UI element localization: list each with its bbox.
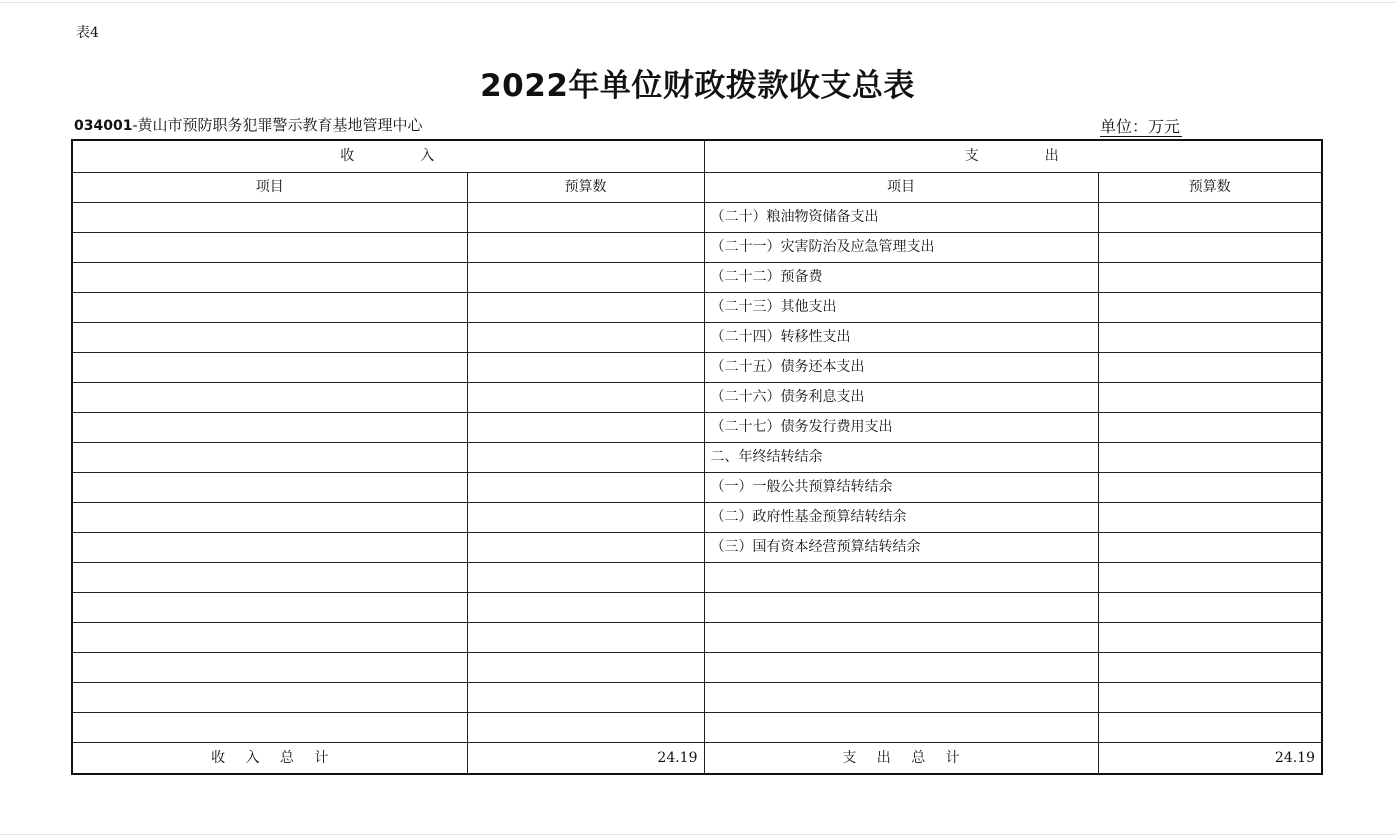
expense-total-amount: 24.19: [1098, 742, 1322, 774]
expense-item-cell: [704, 622, 1098, 652]
expense-amount-cell: [1098, 682, 1322, 712]
income-total-amount: 24.19: [467, 742, 704, 774]
expense-item-cell: （三）国有资本经营预算结转结余: [704, 532, 1098, 562]
table-row: [72, 382, 1322, 412]
expense-item-cell: （二十七）债务发行费用支出: [704, 412, 1098, 442]
income-item-cell: [72, 292, 467, 322]
expense-amount-cell: [1098, 322, 1322, 352]
income-amount-cell: [467, 712, 704, 742]
expense-item-cell: [704, 592, 1098, 622]
income-item-cell: [72, 262, 467, 292]
expense-item-cell: [704, 712, 1098, 742]
expense-amount-cell: [1098, 592, 1322, 622]
table-row: [72, 682, 1322, 712]
expense-item-cell: [704, 562, 1098, 592]
income-amount-cell: [467, 562, 704, 592]
income-amount-cell: [467, 652, 704, 682]
expense-amount-cell: [1098, 382, 1322, 412]
income-item-cell: [72, 322, 467, 352]
table-row: [72, 502, 1322, 532]
income-item-cell: [72, 622, 467, 652]
income-item-cell: [72, 202, 467, 232]
income-amount-cell: [467, 622, 704, 652]
expense-item-cell: （二十二）预备费: [704, 262, 1098, 292]
expense-amount-cell: [1098, 502, 1322, 532]
income-item-cell: [72, 412, 467, 442]
income-item-cell: [72, 502, 467, 532]
expense-amount-cell: [1098, 232, 1322, 262]
organization-name: -黄山市预防职务犯罪警示教育基地管理中心: [132, 116, 423, 134]
table-row: [72, 412, 1322, 442]
expense-item-cell: （二十六）债务利息支出: [704, 382, 1098, 412]
income-item-cell: [72, 382, 467, 412]
table-row: [72, 262, 1322, 292]
income-section-header: 收 入: [72, 140, 704, 172]
table-row: [72, 712, 1322, 742]
expense-item-col-header: 项目: [704, 172, 1098, 202]
table-row: [72, 592, 1322, 622]
table-row: [72, 442, 1322, 472]
expense-item-cell: （二）政府性基金预算结转结余: [704, 502, 1098, 532]
page-title: 2022年单位财政拨款收支总表: [480, 68, 915, 104]
income-amount-cell: [467, 532, 704, 562]
organization-line: [74, 114, 423, 135]
income-item-col-header: 项目: [72, 172, 467, 202]
income-amount-cell: [467, 322, 704, 352]
income-amount-cell: [467, 232, 704, 262]
income-budget-col-header: 预算数: [467, 172, 704, 202]
page-bottom-edge: [0, 834, 1395, 835]
expense-item-cell: 二、年终结转结余: [704, 442, 1098, 472]
table-number: 表4: [76, 25, 99, 41]
income-amount-cell: [467, 262, 704, 292]
income-item-cell: [72, 232, 467, 262]
income-amount-cell: [467, 382, 704, 412]
income-amount-cell: [467, 682, 704, 712]
expense-amount-cell: [1098, 472, 1322, 502]
income-amount-cell: [467, 502, 704, 532]
income-item-cell: [72, 682, 467, 712]
income-item-cell: [72, 442, 467, 472]
expense-amount-cell: [1098, 652, 1322, 682]
unit-label: 单位：万元: [1100, 117, 1181, 136]
expense-item-cell: （一）一般公共预算结转结余: [704, 472, 1098, 502]
expense-item-cell: （二十四）转移性支出: [704, 322, 1098, 352]
table-row: [72, 562, 1322, 592]
expense-item-cell: （二十）粮油物资储备支出: [704, 202, 1098, 232]
section-header-row: [72, 140, 1322, 172]
expense-budget-col-header: 预算数: [1098, 172, 1322, 202]
income-item-cell: [72, 652, 467, 682]
table-row: [72, 472, 1322, 502]
table-row: [72, 322, 1322, 352]
income-amount-cell: [467, 472, 704, 502]
expense-amount-cell: [1098, 202, 1322, 232]
organization-code: 034001: [74, 118, 133, 134]
budget-table: [71, 139, 1323, 775]
income-amount-cell: [467, 202, 704, 232]
expense-amount-cell: [1098, 622, 1322, 652]
expense-section-header: 支 出: [704, 140, 1322, 172]
table-row: [72, 622, 1322, 652]
expense-amount-cell: [1098, 412, 1322, 442]
table-row: [72, 292, 1322, 322]
table-row: [72, 652, 1322, 682]
income-item-cell: [72, 712, 467, 742]
income-amount-cell: [467, 412, 704, 442]
income-item-cell: [72, 532, 467, 562]
expense-amount-cell: [1098, 442, 1322, 472]
table-row: [72, 352, 1322, 382]
expense-amount-cell: [1098, 292, 1322, 322]
income-item-cell: [72, 472, 467, 502]
income-total-label: 收 入 总 计: [72, 742, 467, 774]
total-row: [72, 742, 1322, 774]
expense-amount-cell: [1098, 532, 1322, 562]
expense-item-cell: （二十一）灾害防治及应急管理支出: [704, 232, 1098, 262]
expense-amount-cell: [1098, 562, 1322, 592]
income-amount-cell: [467, 292, 704, 322]
column-header-row: [72, 172, 1322, 202]
table-row: [72, 202, 1322, 232]
page-top-edge: [0, 2, 1395, 3]
expense-amount-cell: [1098, 262, 1322, 292]
expense-item-cell: [704, 652, 1098, 682]
income-amount-cell: [467, 352, 704, 382]
expense-amount-cell: [1098, 712, 1322, 742]
expense-amount-cell: [1098, 352, 1322, 382]
income-amount-cell: [467, 592, 704, 622]
expense-total-label: 支 出 总 计: [704, 742, 1098, 774]
table-row: [72, 532, 1322, 562]
income-item-cell: [72, 562, 467, 592]
expense-item-cell: （二十五）债务还本支出: [704, 352, 1098, 382]
expense-item-cell: （二十三）其他支出: [704, 292, 1098, 322]
income-amount-cell: [467, 442, 704, 472]
expense-item-cell: [704, 682, 1098, 712]
income-item-cell: [72, 592, 467, 622]
table-row: [72, 232, 1322, 262]
income-item-cell: [72, 352, 467, 382]
